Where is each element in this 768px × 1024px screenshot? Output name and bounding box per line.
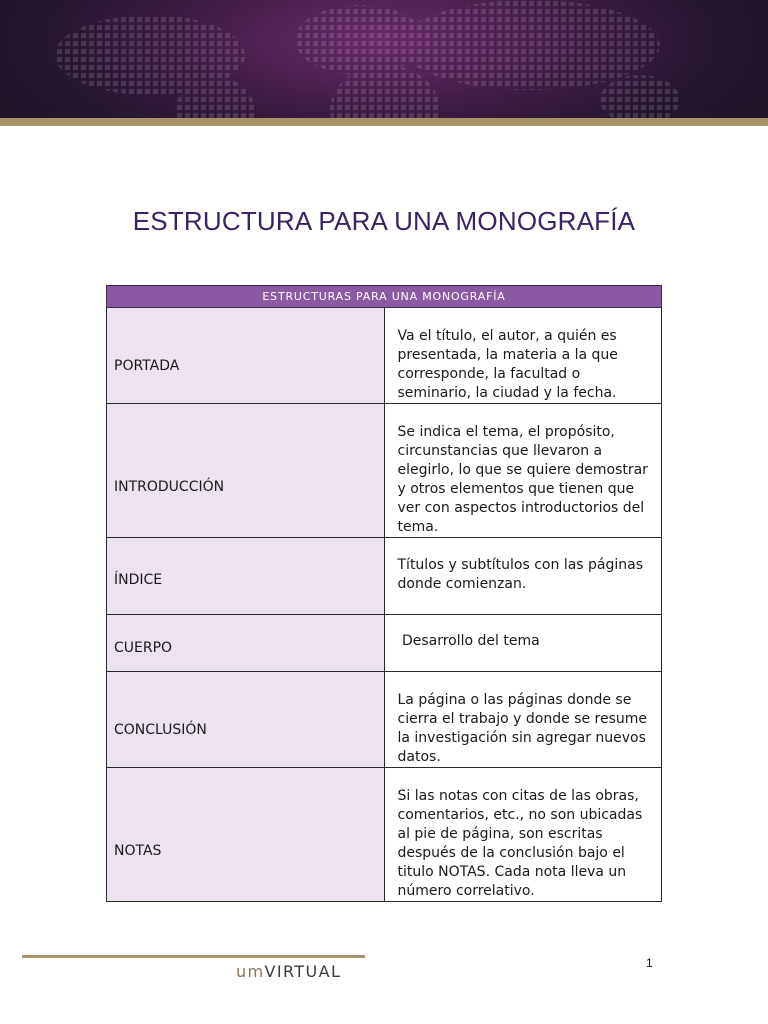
term-label: INTRODUCCIÓN [114,479,225,495]
table-row [107,672,662,768]
description-text: Va el título, el autor, a quién es presentada, la materia a la que corresponde, la facultad o seminario, la ciudad y la fecha. [397,328,618,401]
table-row [107,768,662,902]
structure-table [106,285,662,902]
table-row [107,308,662,404]
description-cell [384,538,662,615]
description-cell [384,404,662,538]
logo-prefix: um [236,962,265,981]
term-cell [107,768,385,902]
term-label: PORTADA [114,358,180,374]
description-text: Se indica el tema, el propósito, circunstancias que llevaron a elegirlo, lo que se quiere demostrar y otros elementos que tienen que ver con aspectos introductorios del tema. [397,424,648,535]
term-label: NOTAS [114,843,162,859]
term-cell [107,538,385,615]
table-row [107,538,662,615]
world-map-dots [0,0,768,118]
term-label: CUERPO [114,640,173,656]
description-cell [384,615,662,672]
table-header: ESTRUCTURAS PARA UNA MONOGRAFÍA [107,286,662,308]
description-text: La página o las páginas donde se cierra el trabajo y donde se resume la investigación sin agregar nuevos datos. [397,692,647,765]
table-row [107,404,662,538]
header-banner [0,0,768,118]
term-cell [107,615,385,672]
description-cell [384,308,662,404]
header-gold-bar [0,118,768,126]
term-cell [107,404,385,538]
table-header-row [107,286,662,308]
term-label: CONCLUSIÓN [114,722,207,738]
description-text: Desarrollo del tema [397,633,540,649]
description-text: Si las notas con citas de las obras, comentarios, etc., no son ubicadas al pie de página, son escritas después de la conclusión bajo el titulo NOTAS. Cada nota lleva un número correlativo. [397,788,643,899]
term-cell [107,672,385,768]
table-row [107,615,662,672]
description-text: Títulos y subtítulos con las páginas donde comienzan. [397,557,644,592]
description-cell [384,768,662,902]
term-label: ÍNDICE [114,572,163,588]
umvirtual-logo [236,962,341,981]
description-cell [384,672,662,768]
page-title: ESTRUCTURA PARA UNA MONOGRAFÍA [132,206,636,236]
term-cell [107,308,385,404]
logo-suffix: VIRTUAL [264,962,342,981]
footer-gold-line [22,955,365,958]
page-number: 1 [646,956,653,970]
